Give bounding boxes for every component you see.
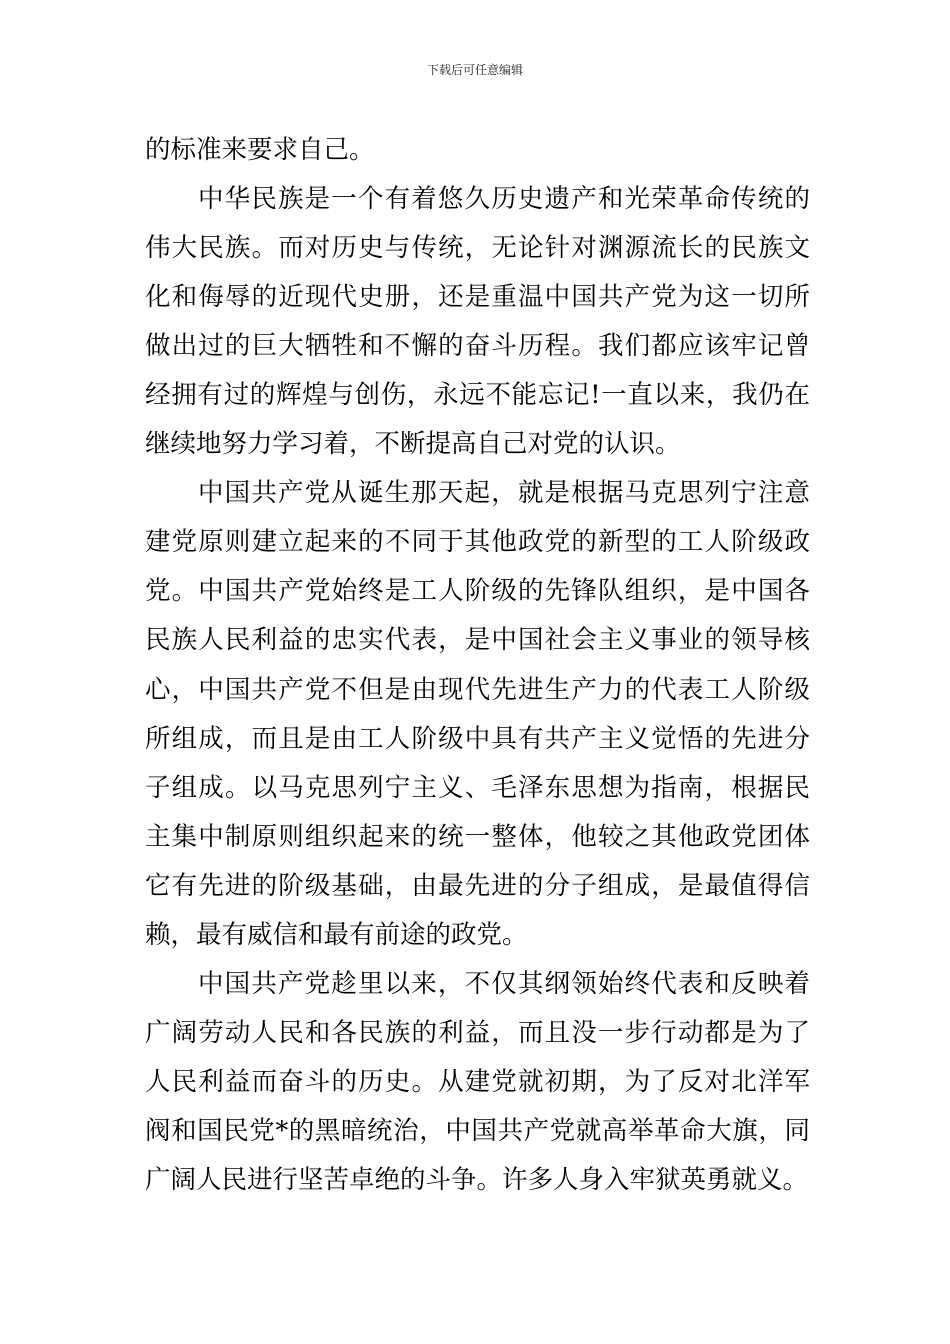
page-header-note: 下载后可任意编辑: [426, 63, 523, 77]
text-line: 广阔人民进行坚苦卓绝的斗争。许多人身入牢狱英勇就义。: [145, 1164, 809, 1195]
text-line: 广阔劳动人民和各民族的利益，而且没一步行动都是为了: [145, 1017, 810, 1048]
text-line: 阀和国民党*的黑暗统治，中国共产党就高举革命大旗，同: [145, 1115, 810, 1146]
text-line: 的标准来要求自己。: [145, 135, 375, 165]
text-line: 做出过的巨大牺牲和不懈的奋斗历程。我们都应该牢记曾: [145, 331, 810, 362]
text-line: 主集中制原则组织起来的统一整体，他较之其他政党团体: [145, 821, 810, 852]
document-body: [145, 126, 810, 1205]
text-line: 心，中国共产党不但是由现代先进生产力的代表工人阶级: [145, 674, 810, 705]
text-line: 党。中国共产党始终是工人阶级的先锋队组织，是中国各: [145, 576, 810, 607]
text-line: 所组成，而且是由工人阶级中具有共产主义觉悟的先进分: [145, 723, 810, 754]
text-line: 中国共产党从诞生那天起，就是根据马克思列宁注意: [198, 478, 810, 509]
text-line: 经拥有过的辉煌与创伤，永远不能忘记!一直以来，我仍在: [145, 380, 810, 411]
text-line: 中华民族是一个有着悠久历史遗产和光荣革命传统的: [198, 184, 810, 215]
text-line: 伟大民族。而对历史与传统，无论针对渊源流长的民族文: [145, 233, 810, 264]
text-line: 它有先进的阶级基础，由最先进的分子组成，是最值得信: [145, 870, 810, 901]
text-line: 中国共产党趁里以来，不仅其纲领始终代表和反映着: [198, 968, 810, 999]
text-line: 继续地努力学习着，不断提高自己对党的认识。: [145, 429, 681, 460]
text-line: 人民利益而奋斗的历史。从建党就初期，为了反对北洋军: [145, 1066, 810, 1097]
text-line: 子组成。以马克思列宁主义、毛泽东思想为指南，根据民: [145, 772, 810, 803]
text-line: 建党原则建立起来的不同于其他政党的新型的工人阶级政: [145, 527, 810, 558]
text-line: 化和侮辱的近现代史册，还是重温中国共产党为这一切所: [145, 282, 810, 313]
text-line: 赖，最有威信和最有前途的政党。: [145, 919, 528, 950]
text-line: 民族人民利益的忠实代表，是中国社会主义事业的领导核: [145, 625, 810, 656]
